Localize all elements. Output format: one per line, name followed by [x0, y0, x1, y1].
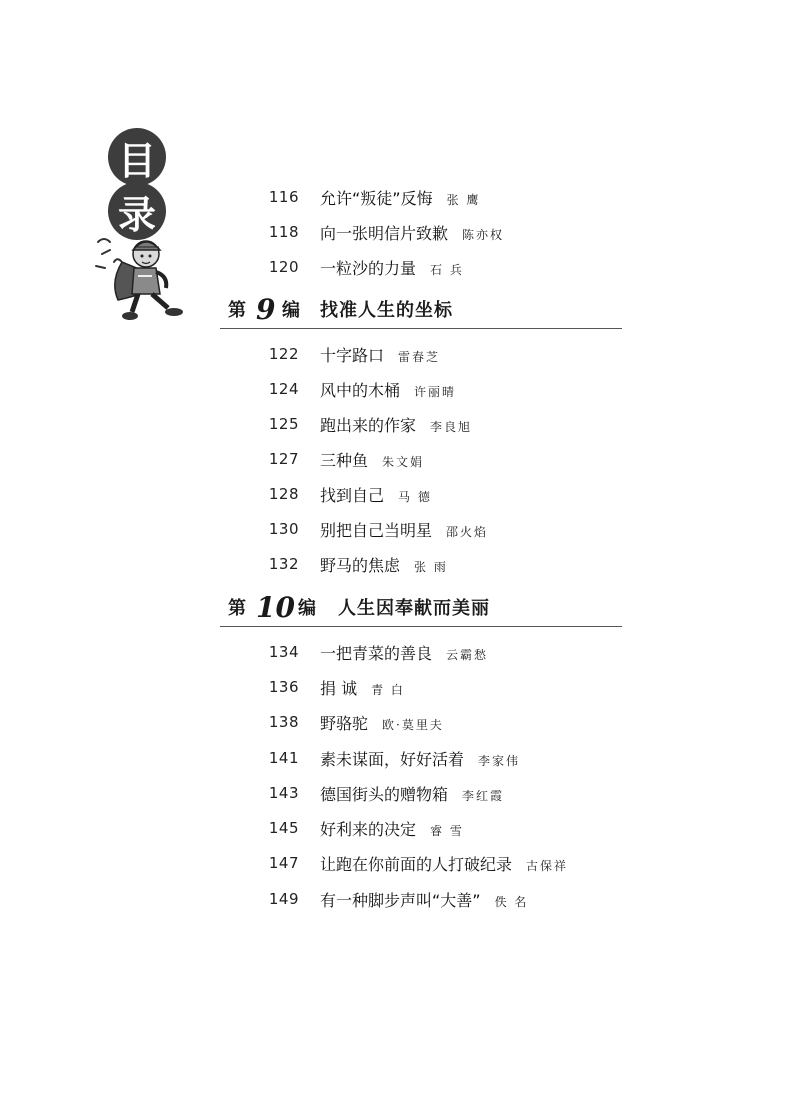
section-header-9	[220, 292, 622, 329]
entry-author: 邵火焰	[446, 524, 489, 539]
entry-title: 一把青菜的善良 云霸愁	[320, 643, 489, 663]
entry-title: 风中的木桶 许丽晴	[320, 380, 457, 400]
entry-author: 朱文娟	[382, 454, 425, 469]
entry-title: 野马的焦虑 张 雨	[320, 555, 448, 575]
entry-title: 捐 诚 青 白	[320, 678, 405, 698]
entry-title: 三种鱼 朱文娟	[320, 450, 425, 470]
page-number: 136	[268, 678, 299, 696]
page-number: 130	[268, 520, 299, 538]
entry-title: 找到自己 马 德	[320, 485, 432, 505]
entry-author: 雷春芝	[398, 349, 441, 364]
entry-author: 古保祥	[526, 858, 569, 873]
entry-author: 李红霞	[462, 788, 505, 803]
page-number: 116	[268, 188, 299, 206]
section-title: 人生因奉献而美丽	[338, 598, 490, 619]
entry-author: 许丽晴	[414, 384, 457, 399]
entry-title: 向一张明信片致歉 陈亦权	[320, 223, 505, 243]
section-suffix: 编	[282, 300, 300, 321]
page-number: 143	[268, 784, 299, 802]
entry-title: 十字路口 雷春芝	[320, 345, 441, 365]
page-number: 127	[268, 450, 299, 468]
entry-title: 别把自己当明星 邵火焰	[320, 520, 489, 540]
section-number: 10	[256, 591, 295, 624]
entry-title: 野骆驼 欧·莫里夫	[320, 713, 444, 733]
entry-author: 李良旭	[430, 419, 473, 434]
entry-title: 好利来的决定 睿 雪	[320, 819, 464, 839]
entry-title: 让跑在你前面的人打破纪录 古保祥	[320, 854, 569, 874]
entry-title: 素未谋面，好好活着 李家伟	[320, 749, 521, 769]
entry-author: 佚 名	[494, 894, 529, 909]
page-number: 128	[268, 485, 299, 503]
page-number: 124	[268, 380, 299, 398]
section-title: 找准人生的坐标	[320, 300, 453, 321]
cartoon-boy-illustration	[92, 232, 202, 332]
entry-title: 跑出来的作家 李良旭	[320, 415, 473, 435]
section-suffix: 编	[298, 598, 316, 619]
page-number: 145	[268, 819, 299, 837]
page-number: 118	[268, 223, 299, 241]
section-number: 9	[256, 293, 276, 326]
page-number: 132	[268, 555, 299, 573]
toc-title-char-1: 目	[108, 128, 166, 186]
entry-title: 有一种脚步声叫“大善” 佚 名	[320, 890, 529, 910]
section-header-10	[220, 590, 622, 627]
entry-author: 睿 雪	[430, 823, 464, 838]
page-number: 122	[268, 345, 299, 363]
entry-author: 石 兵	[430, 262, 464, 277]
page-number: 147	[268, 854, 299, 872]
page-number: 134	[268, 643, 299, 661]
page-number: 125	[268, 415, 299, 433]
entry-author: 青 白	[371, 682, 405, 697]
section-prefix: 第	[228, 598, 246, 619]
page-number: 149	[268, 890, 299, 908]
entry-title: 德国街头的赠物箱 李红霞	[320, 784, 505, 804]
entry-title: 一粒沙的力量 石 兵	[320, 258, 464, 278]
entry-author: 云霸愁	[446, 647, 489, 662]
page-number: 120	[268, 258, 299, 276]
page-number: 141	[268, 749, 299, 767]
entry-author: 张 雨	[414, 559, 448, 574]
entry-title: 允许“叛徒”反悔 张 鹰	[320, 188, 481, 208]
entry-author: 李家伟	[478, 753, 521, 768]
page-number: 138	[268, 713, 299, 731]
entry-author: 张 鹰	[446, 192, 481, 207]
entry-author: 马 德	[398, 489, 432, 504]
toc-title-char-2: 录	[108, 182, 166, 240]
entry-author: 陈亦权	[462, 227, 505, 242]
section-prefix: 第	[228, 300, 246, 321]
entry-author: 欧·莫里夫	[382, 717, 444, 732]
